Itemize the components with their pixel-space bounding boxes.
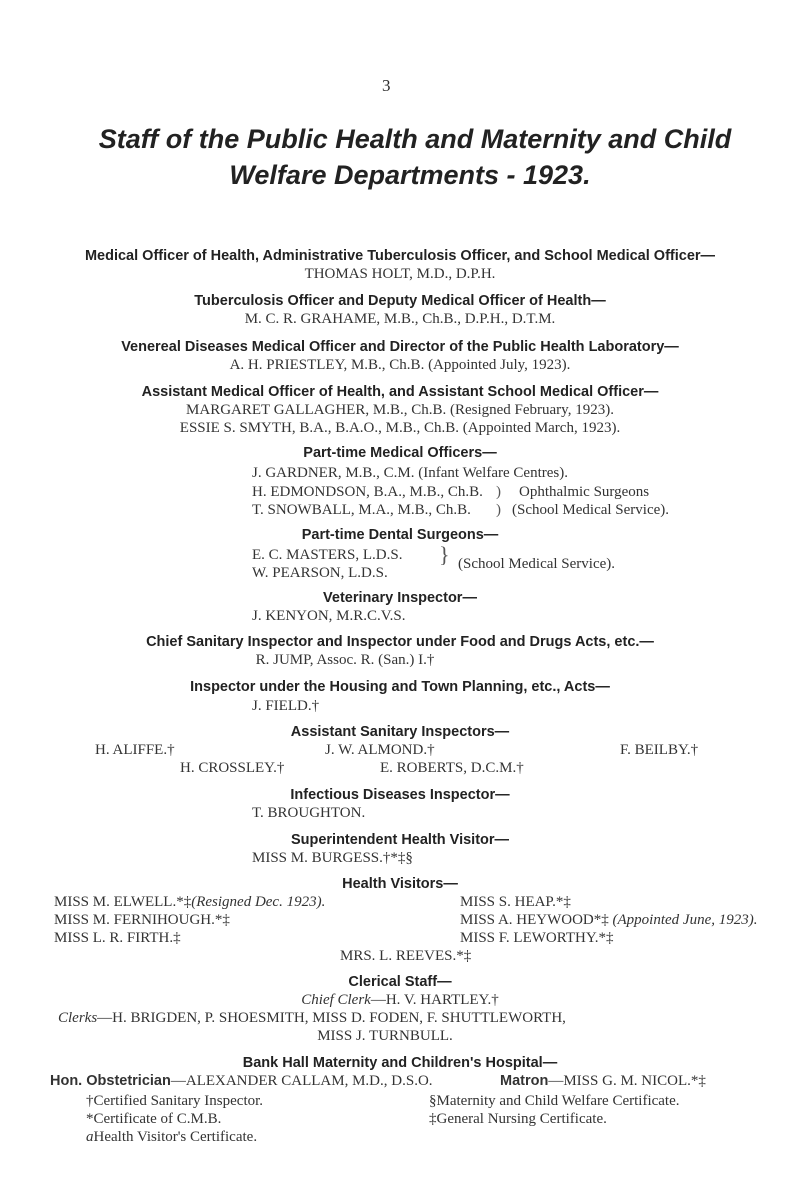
brace-top: ) <box>496 484 501 500</box>
matron-name: —MISS G. M. NICOL.*‡ <box>548 1073 706 1089</box>
footnote-ddagger: ‡General Nursing Certificate. <box>429 1111 607 1127</box>
bank-hall-heading: Bank Hall Maternity and Children's Hospital— <box>242 1055 558 1071</box>
clerks-label: Clerks <box>58 1010 98 1026</box>
obstetrician-label: Hon. Obstetrician <box>50 1073 171 1089</box>
clerks-line <box>58 1010 566 1027</box>
brace-bottom: ) <box>496 502 501 518</box>
part-time-med-name-3: T. SNOWBALL, M.A., M.B., Ch.B. <box>252 502 471 518</box>
tb-name: M. C. R. GRAHAME, M.B., Ch.B., D.P.H., D.T.M. <box>244 311 556 327</box>
part-time-med-heading: Part-time Medical Officers— <box>303 445 497 461</box>
matron-line <box>500 1073 706 1090</box>
vet-name: J. KENYON, M.R.C.V.S. <box>252 608 406 624</box>
asst-moh-name-1: MARGARET GALLAGHER, M.B., Ch.B. (Resigned February, 1923). <box>186 402 614 418</box>
page-title-line-2: Welfare Departments - 1923. <box>229 160 591 190</box>
part-time-med-name-2: H. EDMONDSON, B.A., M.B., Ch.B. <box>252 484 483 500</box>
hv-reeves: MRS. L. REEVES.*‡ <box>340 948 472 964</box>
asst-sanitary-name-2: J. W. ALMOND.† <box>325 742 435 758</box>
hv-heywood: MISS A. HEYWOOD*‡ (Appointed June, 1923). <box>460 912 758 928</box>
part-time-med-name-1: J. GARDNER, M.B., C.M. (Infant Welfare Centres). <box>252 465 568 481</box>
asst-sanitary-heading: Assistant Sanitary Inspectors— <box>290 724 510 740</box>
infectious-heading: Infectious Diseases Inspector— <box>290 787 510 803</box>
clerical-heading: Clerical Staff— <box>348 974 452 990</box>
hv-heywood-note: (Appointed June, 1923). <box>612 912 758 928</box>
super-hv-name: MISS M. BURGESS.†*‡§ <box>252 850 413 866</box>
housing-heading: Inspector under the Housing and Town Planning, etc., Acts— <box>190 679 610 695</box>
moh-name: THOMAS HOLT, M.D., D.P.H. <box>304 266 496 282</box>
hv-elwell: MISS M. ELWELL.*‡(Resigned Dec. 1923). <box>54 894 326 910</box>
chief-sanitary-name: R. JUMP, Assoc. R. (San.) I.† <box>255 652 435 668</box>
super-hv-heading: Superintendent Health Visitor— <box>290 832 510 848</box>
dental-name-1: E. C. MASTERS, L.D.S. <box>252 547 403 563</box>
vet-heading: Veterinary Inspector— <box>323 590 477 606</box>
hv-fernihough: MISS M. FERNIHOUGH.*‡ <box>54 912 230 928</box>
asst-moh-name-2: ESSIE S. SMYTH, B.A., B.A.O., M.B., Ch.B. (Appointed March, 1923). <box>179 420 621 436</box>
clerks-names-2: MISS J. TURNBULL. <box>317 1028 453 1044</box>
asst-moh-heading: Assistant Medical Officer of Health, and Assistant School Medical Officer— <box>141 384 659 400</box>
hv-heap: MISS S. HEAP.*‡ <box>460 894 571 910</box>
dental-brace: } <box>439 542 450 567</box>
clerks-names: —H. BRIGDEN, P. SHOESMITH, MISS D. FODEN, F. SHUTTLEWORTH, <box>97 1010 566 1026</box>
asst-sanitary-name-3: F. BEILBY.† <box>620 742 699 758</box>
dental-note: (School Medical Service). <box>458 556 616 572</box>
footnote-star: *Certificate of C.M.B. <box>86 1111 222 1127</box>
housing-name: J. FIELD.† <box>252 698 320 714</box>
page-number: 3 <box>382 76 391 95</box>
dental-heading: Part-time Dental Surgeons— <box>301 527 499 543</box>
page-title-line-1: Staff of the Public Health and Maternity and Child <box>98 124 732 154</box>
tb-heading: Tuberculosis Officer and Deputy Medical Officer of Health— <box>194 293 606 309</box>
asst-sanitary-name-1: H. ALIFFE.† <box>95 742 175 758</box>
hv-heading: Health Visitors— <box>342 876 458 892</box>
hv-lewworthy: MISS F. LEWORTHY.*‡ <box>460 930 614 946</box>
dental-name-2: W. PEARSON, L.D.S. <box>252 565 388 581</box>
moh-heading: Medical Officer of Health, Administrative Tuberculosis Officer, and School Medical Officer— <box>84 248 716 264</box>
asst-sanitary-name-5: E. ROBERTS, D.C.M.† <box>380 760 524 776</box>
hv-elwell-note: (Resigned Dec. 1923). <box>191 894 326 910</box>
footnote-dagger: †Certified Sanitary Inspector. <box>86 1093 264 1109</box>
asst-sanitary-name-4: H. CROSSLEY.† <box>180 760 285 776</box>
part-time-med-note-1: Ophthalmic Surgeons <box>519 484 650 500</box>
vd-heading: Venereal Diseases Medical Officer and Director of the Public Health Laboratory— <box>121 339 679 355</box>
hv-firth: MISS L. R. FIRTH.‡ <box>54 930 181 946</box>
vd-name: A. H. PRIESTLEY, M.B., Ch.B. (Appointed July, 1923). <box>229 357 571 373</box>
obstetrician-line <box>50 1073 433 1090</box>
chief-clerk-label: Chief Clerk <box>301 992 371 1008</box>
chief-clerk-name: —H. V. HARTLEY.† <box>370 992 499 1008</box>
footnote-section: §Maternity and Child Welfare Certificate. <box>429 1093 680 1109</box>
chief-clerk-line <box>0 992 800 1009</box>
infectious-name: T. BROUGHTON. <box>252 805 366 821</box>
footnote-alpha: aHealth Visitor's Certificate. <box>86 1129 258 1145</box>
chief-sanitary-heading: Chief Sanitary Inspector and Inspector under Food and Drugs Acts, etc.— <box>146 634 654 650</box>
matron-label: Matron <box>500 1073 549 1089</box>
part-time-med-note-2: (School Medical Service). <box>512 502 670 518</box>
obstetrician-name: —ALEXANDER CALLAM, M.D., D.S.O. <box>170 1073 433 1089</box>
